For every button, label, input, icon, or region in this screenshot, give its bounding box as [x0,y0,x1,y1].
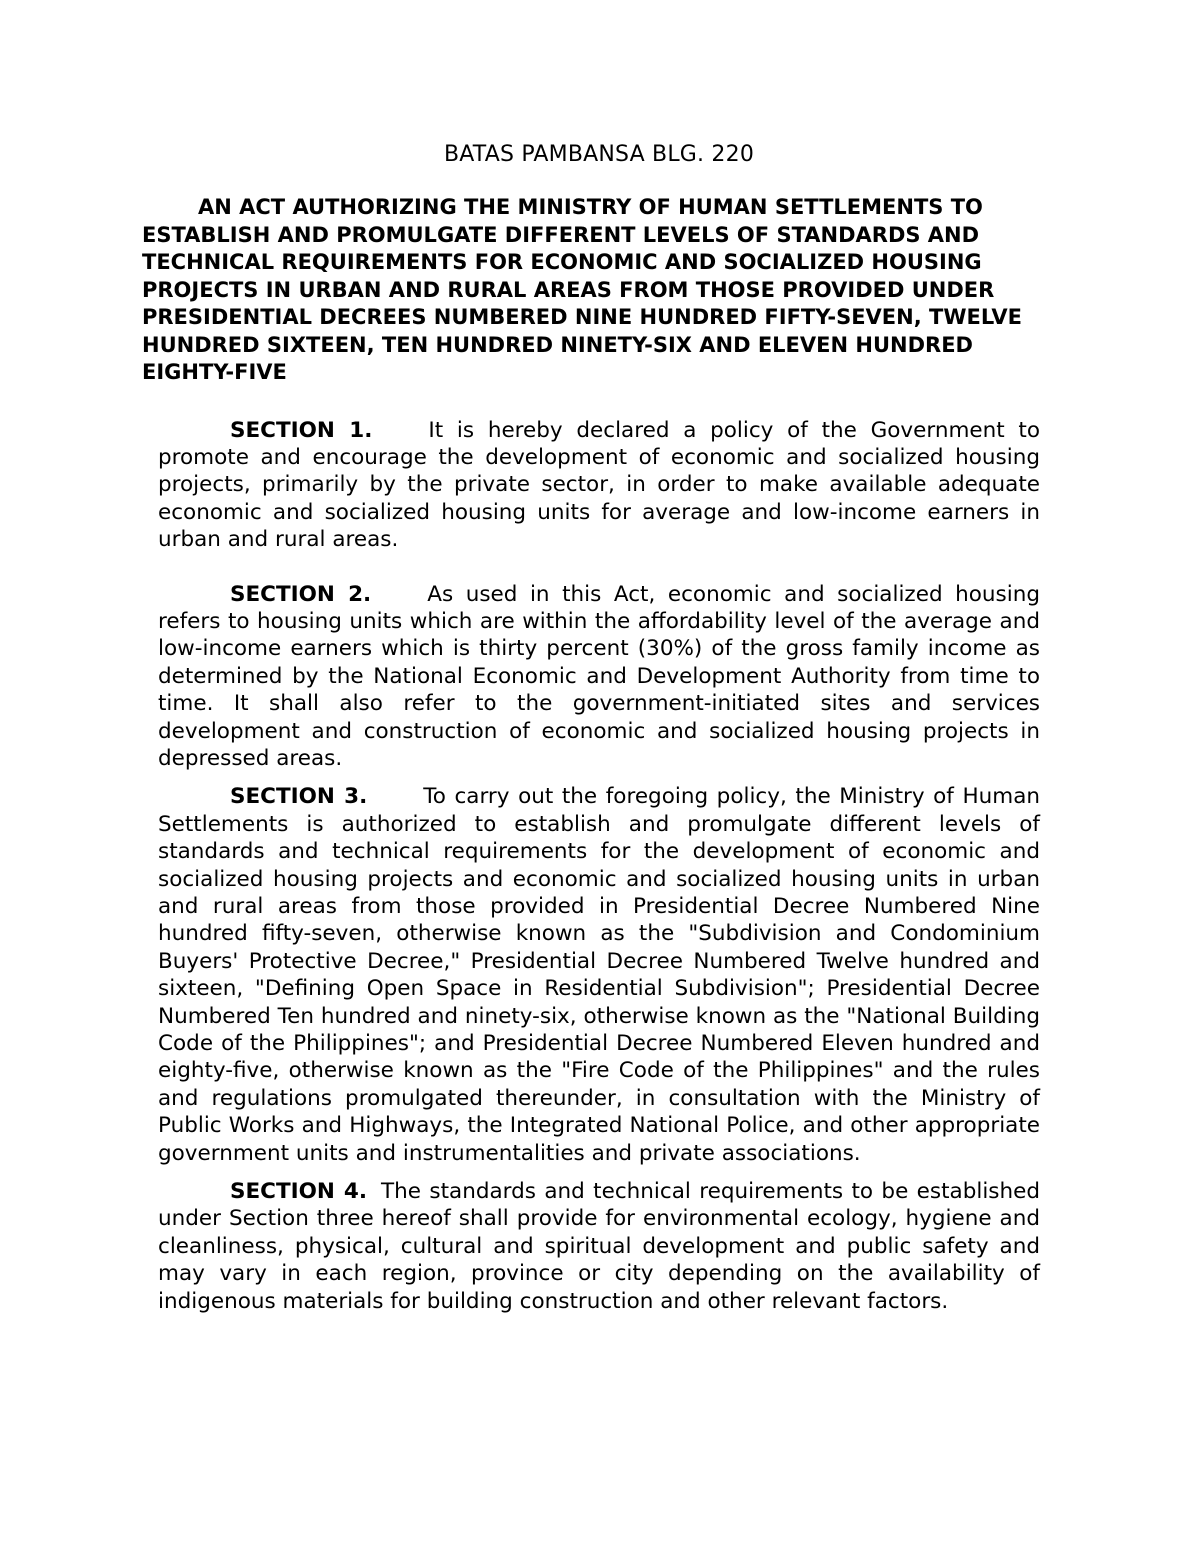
section-4-label: SECTION 4. [230,1179,368,1205]
section-4 [158,1178,1040,1315]
section-3-text: To carry out the foregoing policy, the Ministry of Human Settlements is authorized to establish and promulgate different levels of standards and technical requirements for the development of economic and socialized housing projects and economic and socialized housing units in urban and rural areas from those provided in Presidential Decree Numbered Nine hundred fifty-seven, otherwise known as the "Subdivision and Condominium Buyers' Protective Decree," Presidential Decree Numbered Twelve hundred and sixteen, "Defining Open Space in Residential Subdivision"; Presidential Decree Numbered Ten hundred and ninety-six, otherwise known as the "National Building Code of the Philippines"; and Presidential Decree Numbered Eleven hundred and eighty-five, otherwise known as the "Fire Code of the Philippines" and the rules and regulations promulgated thereunder, in consultation with the Ministry of Public Works and Highways, the Integrated National Police, and other appropriate government units and instrumentalities and private associations. [158,784,1040,1166]
section-1-label: SECTION 1. [230,417,373,443]
act-title: AN ACT AUTHORIZING THE MINISTRY OF HUMAN SETTLEMENTS TO ESTABLISH AND PROMULGATE DIFFERENT LEVELS OF STANDARDS AND TECHNICAL REQUIREMENTS FOR ECONOMIC AND SOCIALIZED HOUSING PROJECTS IN URBAN AND RURAL AREAS FROM THOSE PROVIDED UNDER PRESIDENTIAL DECREES NUMBERED NINE HUNDRED FIFTY-SEVEN, TWELVE HUNDRED SIXTEEN, TEN HUNDRED NINETY-SIX AND ELEVEN HUNDRED EIGHTY-FIVE [142,195,1022,384]
document-title: BATAS PAMBANSA BLG. 220 [443,142,755,167]
section-2 [158,581,1040,773]
document-page [142,140,1041,1342]
section-1-text: It is hereby declared a policy of the Government to promote and encourage the development of economic and socialized housing projects, primarily by the private sector, in order to make available adequate economic and socialized housing units for average and low-income earners in urban and rural areas. [158,417,1041,553]
section-1 [158,417,1040,554]
section-4-text: The standards and technical requirements to be established under Section three hereof shall provide for environmental ecology, hygiene and cleanliness, physical, cultural and spiritual development and public safety and may vary in each region, province or city depending on the availability of indigenous materials for building construction and other relevant factors. [158,1179,1041,1314]
section-2-label: SECTION 2. [230,581,372,607]
section-3 [158,783,1040,1167]
section-3-label: SECTION 3. [230,784,368,810]
section-2-text: As used in this Act, economic and socialized housing refers to housing units which are within the affordability level of the average and low-income earners which is thirty percent (30%) of the gross family income as determined by the National Economic and Development Authority from time to time. It shall also refer to the government-initiated sites and services development and construction of economic and socialized housing projects in depressed areas. [158,581,1041,771]
